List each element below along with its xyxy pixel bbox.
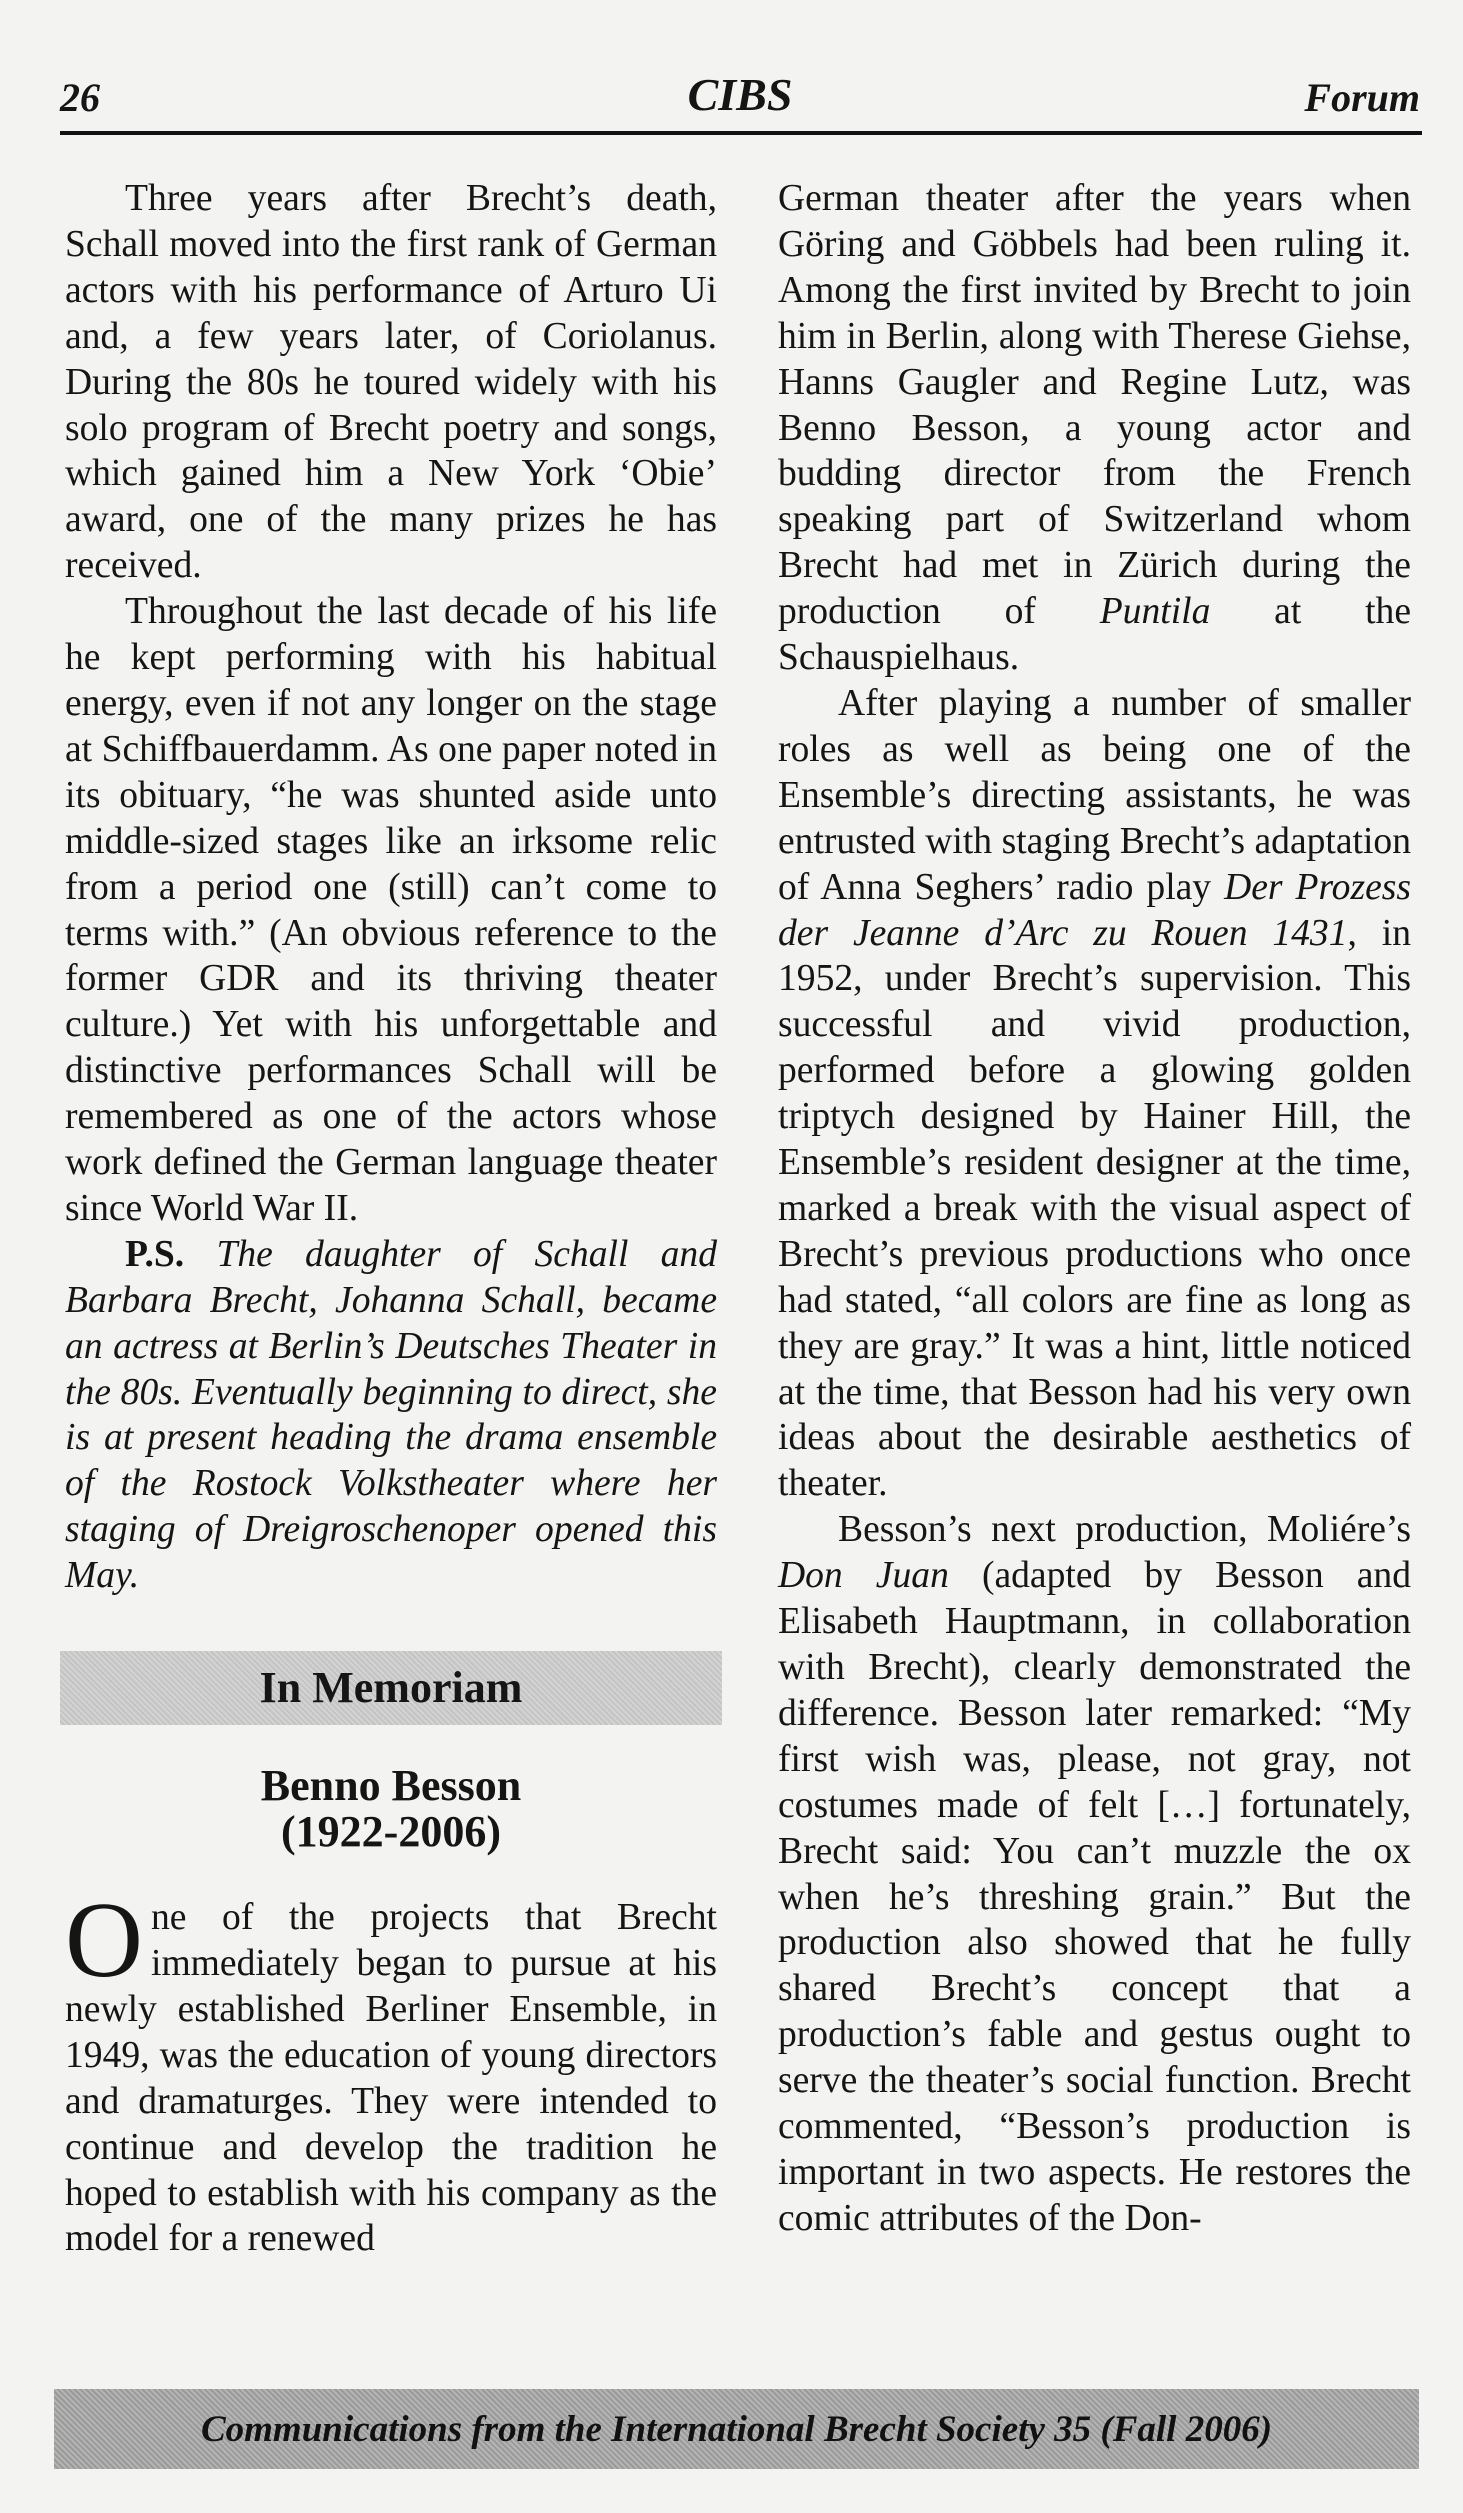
paragraph-text: Besson’s next production, Moliére’s <box>838 1509 1411 1551</box>
right-column <box>778 176 1411 2242</box>
ps-text: The daughter of Schall and Barbara Brecht, Johanna Schall, became an actress at Berlin’s Deutsches Theater in the 80s. Eventually beginning to direct, she is at present heading the drama ensemble of the Rostock Volkstheater where her staging of Dreigroschenoper opened this May. <box>65 1233 717 1597</box>
journal-title: CIBS <box>687 69 793 120</box>
paragraph: Throughout the last decade of his life he kept performing with his habitual energy, even if not any longer on the stage at Schiffbauerdamm. As one paper noted in its obituary, “he was shunted aside unto middle-sized stages like an irksome relic from a period one (still) can’t come to terms with.” (An obvious reference to the former GDR and its thriving theater culture.) Yet with his unforgettable and distinctive performances Schall will be remembered as one of the actors whose work defined the German language theater since World War II. <box>65 591 717 1229</box>
obituary-years: (1922-2006) <box>281 1807 501 1857</box>
italic-title: Don Juan <box>778 1555 949 1597</box>
page-footer: Communications from the International Brecht Society 35 (Fall 2006) <box>54 2389 1419 2469</box>
paragraph-text: ne of the projects that Brecht immediately began to pursue at his newly established Berliner Ensemble, in 1949, was the education of young directors and dramaturges. They were intended to continue and develop the tradition he hoped to establish with his company as the model for a renewed <box>65 1897 717 2260</box>
page-header <box>60 68 1420 128</box>
paragraph <box>778 1507 1411 2242</box>
ps-label: P.S. <box>125 1233 185 1275</box>
section-name: Forum <box>1304 75 1420 120</box>
postscript <box>65 1232 717 1599</box>
paragraph-text: , in 1952, under Brecht’s supervision. This successful and vivid production, performed before a glowing golden triptych designed by Hainer Hill, the Ensemble’s resident designer at the time, marked a break with the visual aspect of Brecht’s previous productions who once had stated, “all colors are fine as long as they are gray.” It was a hint, little noticed at the time, that Besson had his very own ideas about the desirable aesthetics of theater. <box>778 912 1411 1505</box>
paragraph-text: at the Schauspielhaus. <box>778 591 1411 679</box>
paragraph <box>778 176 1411 681</box>
left-column <box>65 176 717 2262</box>
paragraph <box>778 681 1411 1507</box>
obituary-name: Benno Besson <box>260 1761 522 1811</box>
memoriam-heading: In Memoriam <box>60 1651 722 1725</box>
header-rule <box>60 131 1422 135</box>
paragraph <box>65 1881 717 2262</box>
italic-title: Puntila <box>1099 591 1211 633</box>
paragraph-text: After playing a number of smaller roles as well as being one of the Ensemble’s directing assistants, he was entrusted with staging Brecht’s adaptation of Anna Seghers’ radio play <box>778 682 1411 908</box>
italic-title: Der Prozess der Jeanne d’Arc zu Rouen 1431 <box>778 866 1412 954</box>
paragraph: Three years after Brecht’s death, Schall moved into the first rank of German actors with his performance of Arturo Ui and, a few years later, of Coriolanus. During the 80s he toured widely with his solo program of Brecht poetry and songs, which gained him a New York ‘Obie’ award, one of the many prizes he has received. <box>65 178 717 587</box>
paragraph-text: (adapted by Besson and Elisabeth Hauptmann, in collaboration with Brecht), clearly demonstrated the difference. Besson later remarked: “My first wish was, please, not gray, not costumes made of felt […] fortunately, Brecht said: You can’t muzzle the ox when he’s threshing grain.” But the production also showed that he fully shared Brecht’s concept that a production’s fable and gestus ought to serve the theater’s social function. Brecht commented, “Besson’s production is important in two aspects. He restores the comic attributes of the Don- <box>778 1555 1411 2239</box>
paragraph-text: German theater after the years when Göring and Göbbels had been ruling it. Among the first invited by Brecht to join him in Berlin, along with Therese Giehse, Hanns Gaugler and Regine Lutz, was Benno Besson, a young actor and budding director from the French speaking part of Switzerland whom Brecht had met in Zürich during the production of <box>778 178 1411 633</box>
drop-cap: O <box>65 1881 143 2001</box>
page-number: 26 <box>60 75 100 120</box>
